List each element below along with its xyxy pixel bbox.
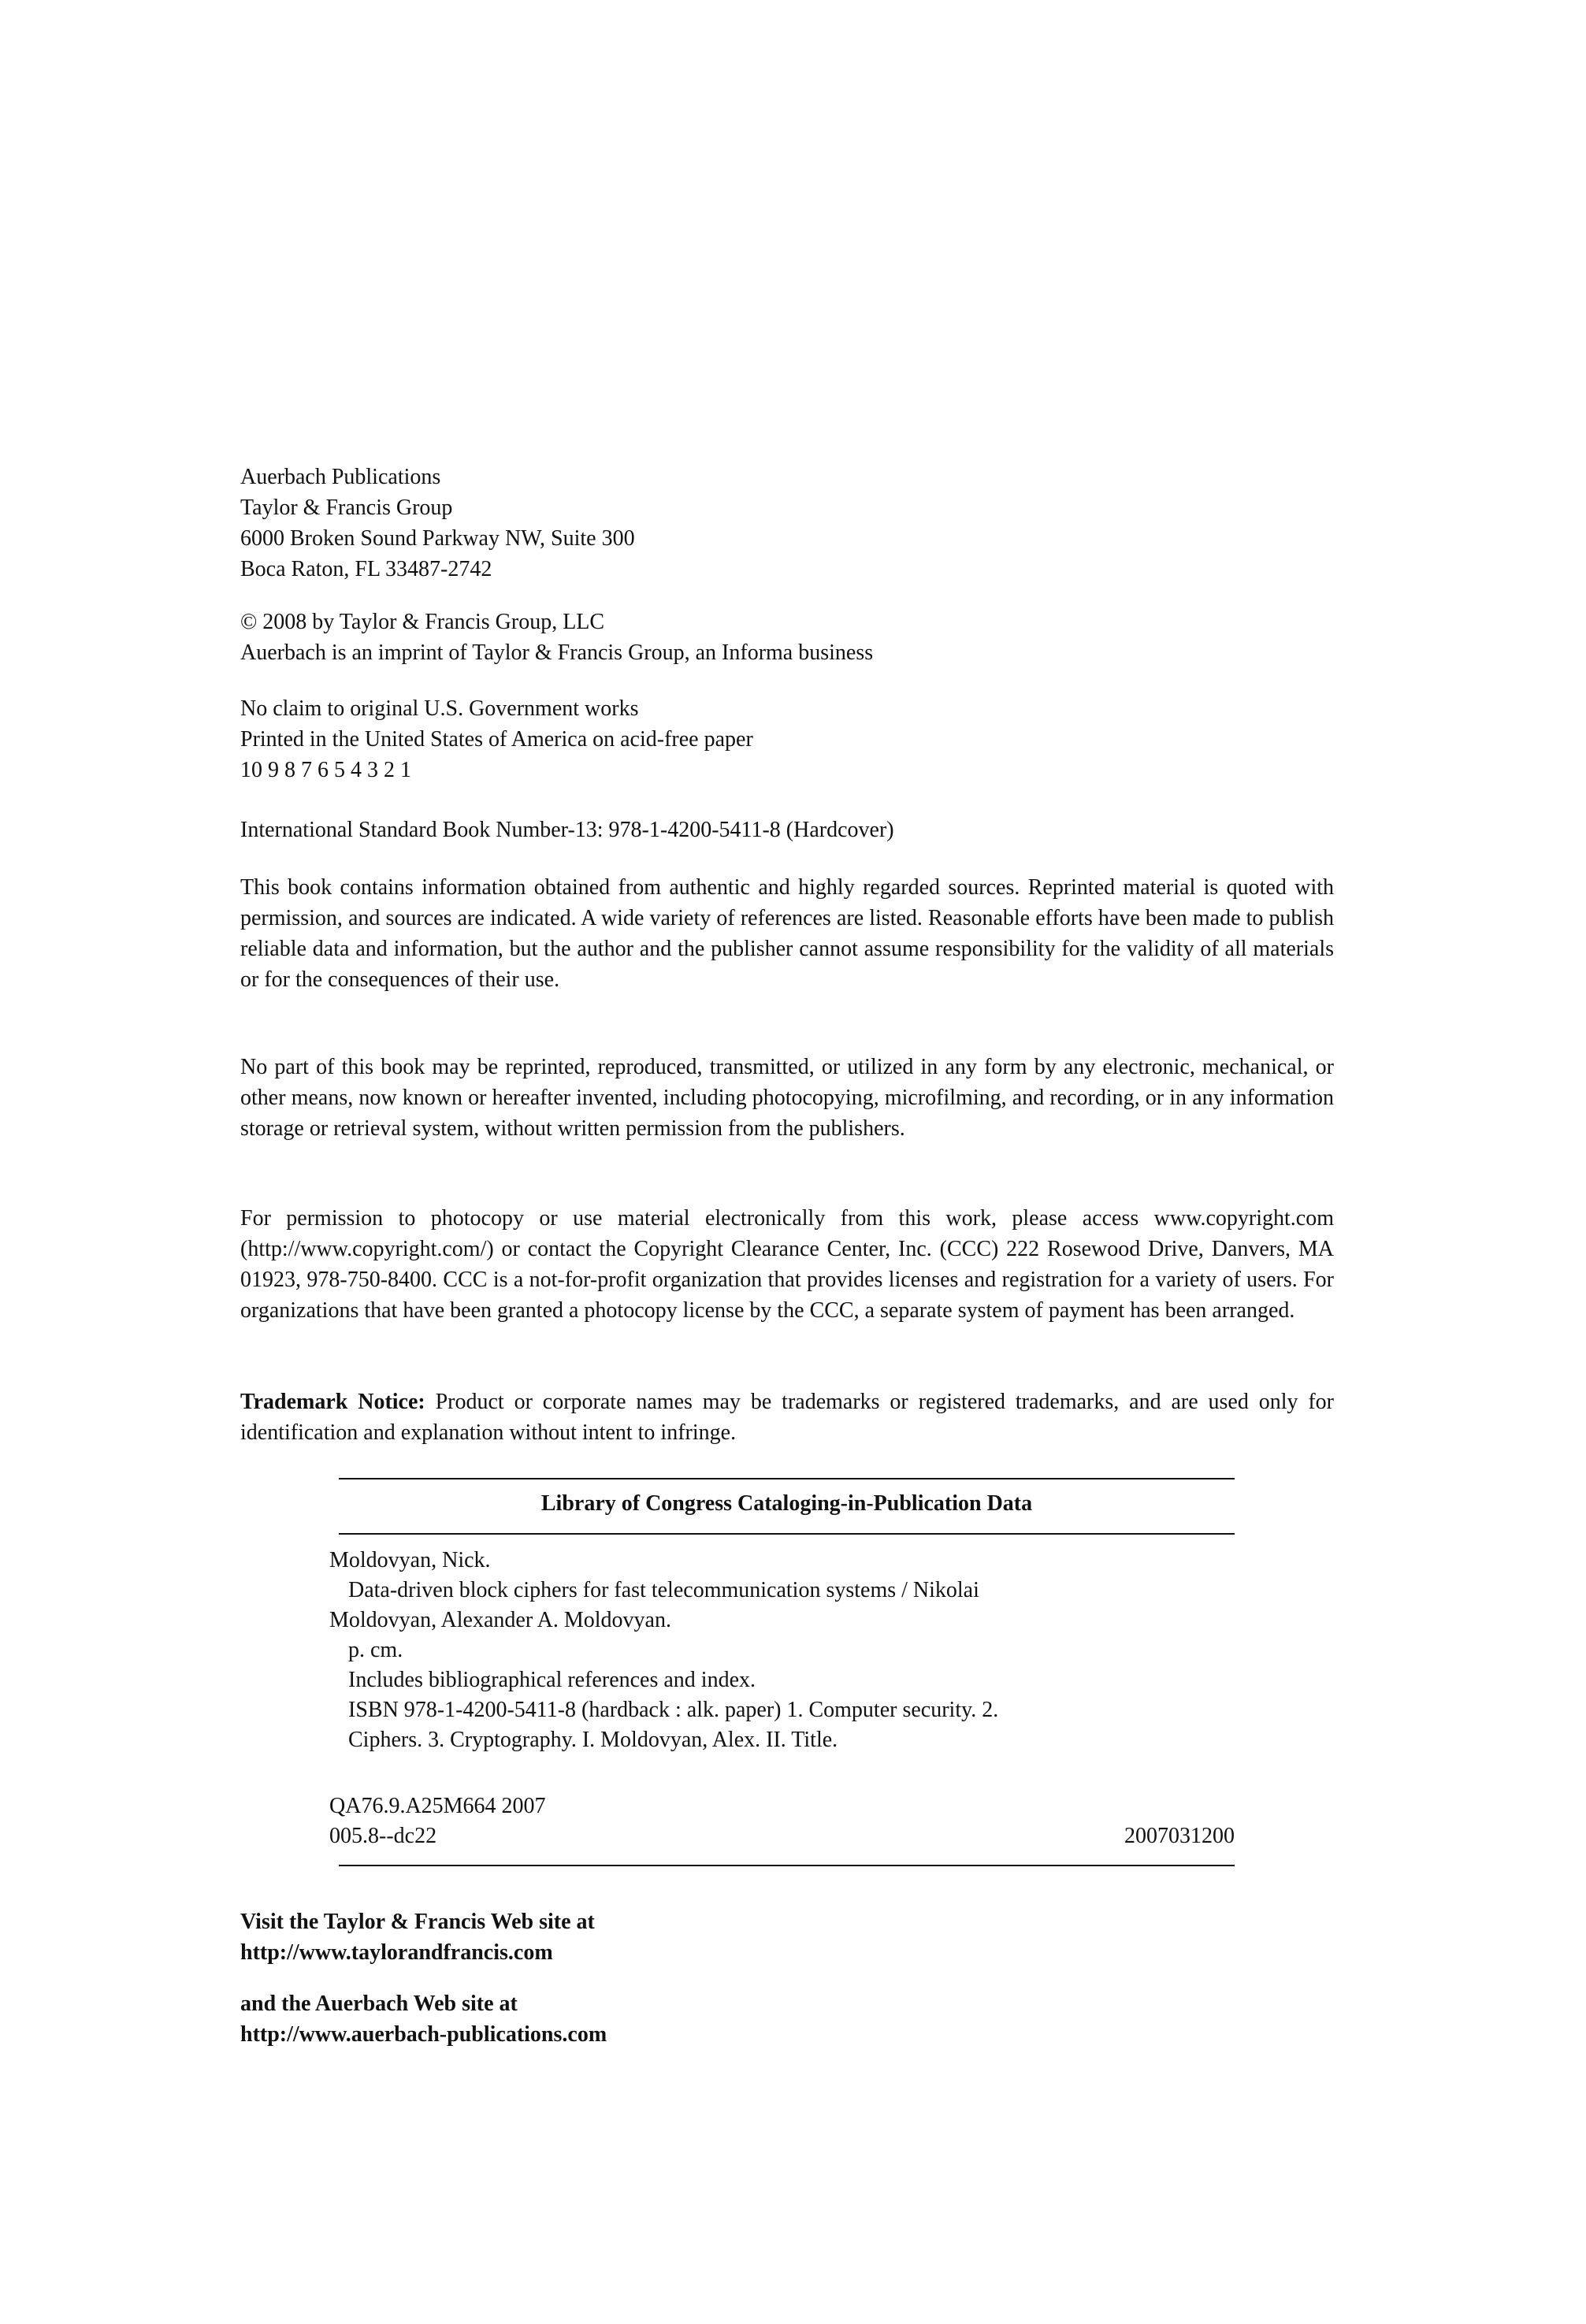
auerbach-website-link[interactable]: http://www.auerbach-publications.com bbox=[240, 2022, 607, 2047]
cip-top-rule bbox=[339, 1478, 1235, 1479]
trademark-label: Trademark Notice: bbox=[240, 1390, 425, 1414]
auerbach-website-label: and the Auerbach Web site at bbox=[240, 1992, 518, 2016]
reproduction-paragraph: No part of this book may be reprinted, reproduced, transmitted, or utilized in any form by any electronic, mechanical, or other means, now known or hereafter invented, including photocopying, microfilming, and recording, or in any information storage or retrieval system, without written permission from the publishers. bbox=[240, 1055, 1334, 1141]
isbn-line: International Standard Book Number-13: 978-1-4200-5411-8 (Hardcover) bbox=[240, 818, 894, 842]
sources-paragraph: This book contains information obtained from authentic and highly regarded sources. Reprinted material is quoted with permission, and sources are indicated. A wide variety of references are listed. Reasonable efforts have been made to publish reliable data and information, but the author and the publisher cannot assume responsibility for the validity of all materials or for the consequences of their use. bbox=[240, 875, 1334, 992]
isbn-block bbox=[240, 815, 1334, 845]
publisher-address bbox=[240, 462, 1334, 585]
cip-lccn: 2007031200 bbox=[1124, 1824, 1235, 1848]
printing-info bbox=[240, 693, 1334, 785]
cip-bottom-rule bbox=[339, 1865, 1235, 1866]
government-works-line: No claim to original U.S. Government works bbox=[240, 696, 639, 721]
cip-title-line-1: Data-driven block ciphers for fast telecommunication systems / Nikolai bbox=[348, 1578, 979, 1602]
cip-includes: Includes bibliographical references and index. bbox=[348, 1668, 756, 1692]
cip-record bbox=[329, 1546, 1225, 1755]
cip-call-number: QA76.9.A25M664 2007 bbox=[329, 1794, 546, 1818]
copyright-notice bbox=[240, 607, 1334, 668]
publisher-city: Boca Raton, FL 33487-2742 bbox=[240, 557, 492, 581]
cip-isbn-line-2: Ciphers. 3. Cryptography. I. Moldovyan, Alex. II. Title. bbox=[348, 1728, 838, 1752]
publisher-street: 6000 Broken Sound Parkway NW, Suite 300 bbox=[240, 526, 635, 551]
cip-classification bbox=[329, 1791, 1235, 1851]
cip-heading-rule bbox=[339, 1533, 1235, 1535]
trademark-paragraph bbox=[240, 1387, 1334, 1448]
copyright-line: © 2008 by Taylor & Francis Group, LLC bbox=[240, 610, 605, 634]
cip-isbn-line-1: ISBN 978-1-4200-5411-8 (hardback : alk. paper) 1. Computer security. 2. bbox=[348, 1698, 999, 1722]
permission-paragraph: For permission to photocopy or use material electronically from this work, please access www.copyright.com (http://www.copyright.com/) or contact the Copyright Clearance Center, Inc. (CCC) 222 Rosewood Drive, Danvers, MA 01923, 978-750-8400. CCC is a not-for-profit organization that provides licenses and registration for a variety of users. For organizations that have been granted a photocopy license by the CCC, a separate system of payment has been arranged. bbox=[240, 1206, 1334, 1323]
printed-in-line: Printed in the United States of America on acid-free paper bbox=[240, 727, 753, 752]
trademark-text: Product or corporate names may be trademarks or registered trademarks, and are used only for identification and explanation without intent to infringe. bbox=[240, 1390, 1334, 1445]
publisher-name: Auerbach Publications bbox=[240, 465, 441, 489]
tf-website-block bbox=[240, 1906, 1334, 1968]
tf-website-link[interactable]: http://www.taylorandfrancis.com bbox=[240, 1940, 553, 1965]
cip-title-line-2: Moldovyan, Alexander A. Moldovyan. bbox=[329, 1608, 671, 1632]
printing-number-line: 10 9 8 7 6 5 4 3 2 1 bbox=[240, 758, 411, 782]
cip-dewey-row bbox=[329, 1821, 1235, 1851]
cip-dewey: 005.8--dc22 bbox=[329, 1824, 437, 1848]
cip-pages: p. cm. bbox=[348, 1638, 403, 1662]
imprint-line: Auerbach is an imprint of Taylor & Francis Group, an Informa business bbox=[240, 640, 874, 665]
cip-author: Moldovyan, Nick. bbox=[329, 1548, 491, 1572]
tf-website-label: Visit the Taylor & Francis Web site at bbox=[240, 1910, 595, 1934]
cip-heading: Library of Congress Cataloging-in-Publication Data bbox=[540, 1491, 1033, 1516]
publisher-group: Taylor & Francis Group bbox=[240, 496, 453, 520]
auerbach-website-block bbox=[240, 1988, 1334, 2050]
